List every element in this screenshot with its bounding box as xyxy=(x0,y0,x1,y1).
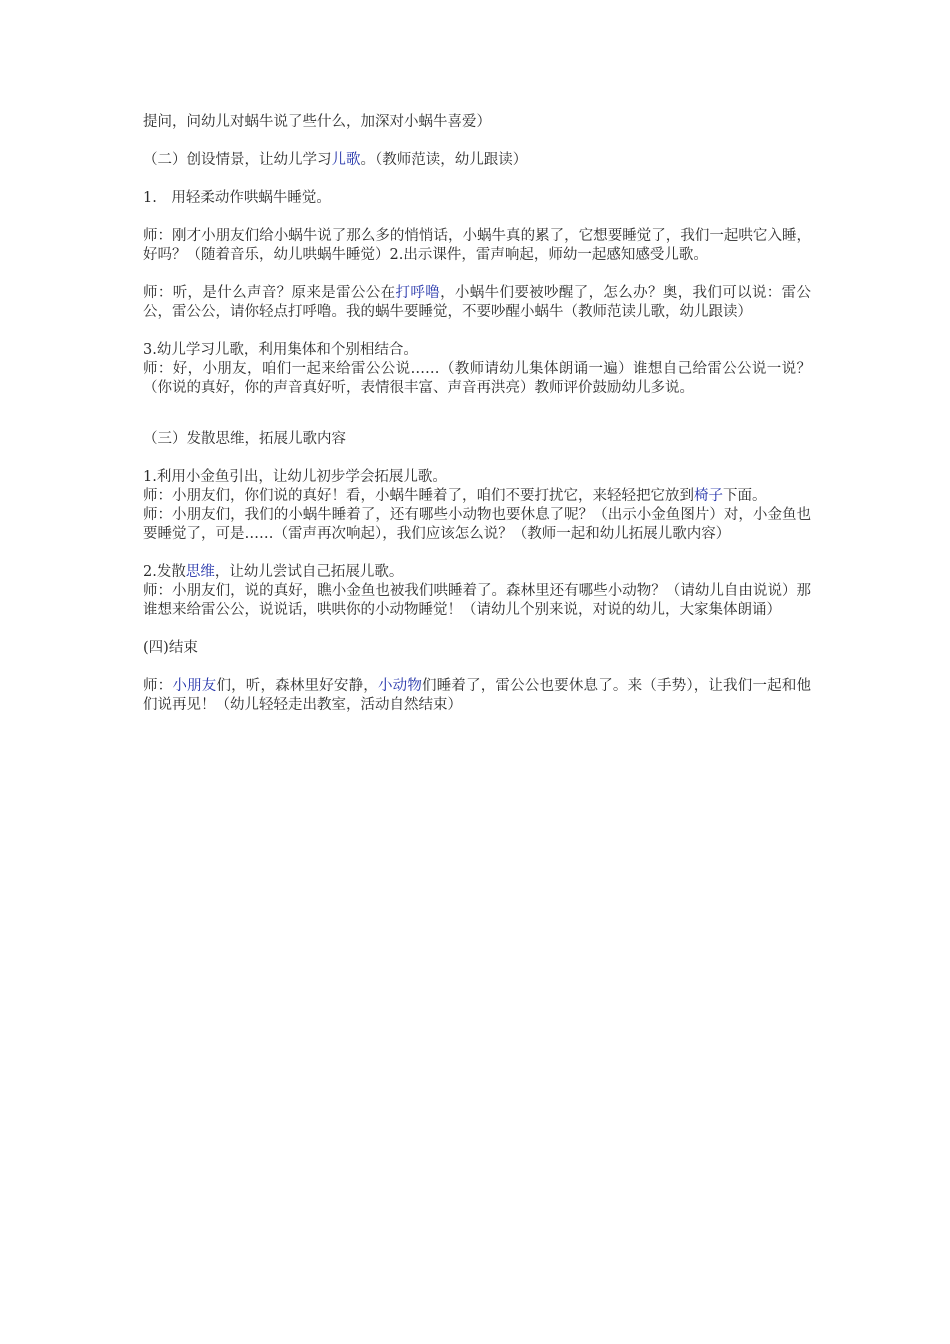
step-1: 1. 用轻柔动作哄蜗牛睡觉。 xyxy=(143,190,331,206)
section-2-heading xyxy=(143,151,811,170)
document-body xyxy=(143,113,811,715)
paragraph-closing-mid: 们，听，森林里好安静， xyxy=(216,678,378,694)
step-3-2-post: ，让幼儿尝试自己拓展儿歌。 xyxy=(214,564,404,580)
paragraph-closing xyxy=(143,677,811,715)
paragraph-teacher-2 xyxy=(143,284,811,322)
link-xiaopengyou[interactable]: 小朋友 xyxy=(172,678,217,694)
paragraph-teacher-4-post: 下面。 xyxy=(723,488,767,504)
section-2-text-post: 。（教师范读，幼儿跟读） xyxy=(360,152,528,168)
link-siwei[interactable]: 思维 xyxy=(185,564,215,580)
link-dahulu[interactable]: 打呼噜 xyxy=(395,285,441,301)
paragraph-teacher-5: 师：小朋友们，我们的小蜗牛睡着了，还有哪些小动物也要休息了呢？（出示小金鱼图片）对，小金鱼也要睡觉了，可是……（雷声再次响起），我们应该怎么说？（教师一起和幼儿拓展儿歌内容） xyxy=(143,507,811,542)
step-3: 3.幼儿学习儿歌，利用集体和个别相结合。 xyxy=(143,342,418,358)
section-3-heading: （三）发散思维，拓展儿歌内容 xyxy=(143,431,346,447)
paragraph-teacher-3: 师：好，小朋友，咱们一起来给雷公公说……（教师请幼儿集体朗诵一遍）谁想自己给雷公公说一说？（你说的真好，你的声音真好听，表情很丰富、声音再洪亮）教师评价鼓励幼儿多说。 xyxy=(143,361,811,396)
paragraph-teacher-4-pre: 师：小朋友们，你们说的真好！看，小蜗牛睡着了，咱们不要打扰它，来轻轻把它放到 xyxy=(143,488,694,504)
link-erge[interactable]: 儿歌 xyxy=(331,152,361,168)
paragraph-teacher-2-post: ，小蜗牛们要被吵醒了，怎么办？奥，我们可以说：雷公公，雷公公，请你轻点打呼噜。我的蜗牛要睡觉，不要吵醒小蜗牛（教师范读儿歌，幼儿跟读） xyxy=(143,285,812,320)
paragraph-teacher-4 xyxy=(143,487,811,506)
step-3-2 xyxy=(143,563,811,582)
paragraph-intro: 提问，问幼儿对蜗牛说了些什么，加深对小蜗牛喜爱） xyxy=(143,114,491,130)
step-3-2-pre: 2.发散 xyxy=(143,564,186,580)
section-4-heading: (四)结束 xyxy=(143,640,198,656)
paragraph-closing-pre: 师： xyxy=(143,678,173,694)
paragraph-teacher-1: 师：刚才小朋友们给小蜗牛说了那么多的悄悄话，小蜗牛真的累了，它想要睡觉了，我们一起哄它入睡，好吗？（随着音乐，幼儿哄蜗牛睡觉）2.出示课件，雷声响起，师幼一起感知感受儿歌。 xyxy=(143,228,811,263)
paragraph-closing-post: 们睡着了，雷公公也要休息了。来（手势），让我们一起和他们说再见！（幼儿轻轻走出教室，活动自然结束） xyxy=(143,678,812,713)
paragraph-teacher-6: 师：小朋友们，说的真好，瞧小金鱼也被我们哄睡着了。森林里还有哪些小动物？（请幼儿自由说说）那谁想来给雷公公，说说话，哄哄你的小动物睡觉！（请幼儿个别来说，对说的幼儿，大家集体朗诵） xyxy=(143,583,811,618)
paragraph-teacher-2-pre: 师：听，是什么声音？原来是雷公公在 xyxy=(143,285,396,301)
step-3-1: 1.利用小金鱼引出，让幼儿初步学会拓展儿歌。 xyxy=(143,469,447,485)
link-yizi[interactable]: 椅子 xyxy=(694,488,723,504)
section-2-text-pre: （二）创设情景，让幼儿学习 xyxy=(143,152,332,168)
link-xiaodongwu[interactable]: 小动物 xyxy=(377,678,423,694)
